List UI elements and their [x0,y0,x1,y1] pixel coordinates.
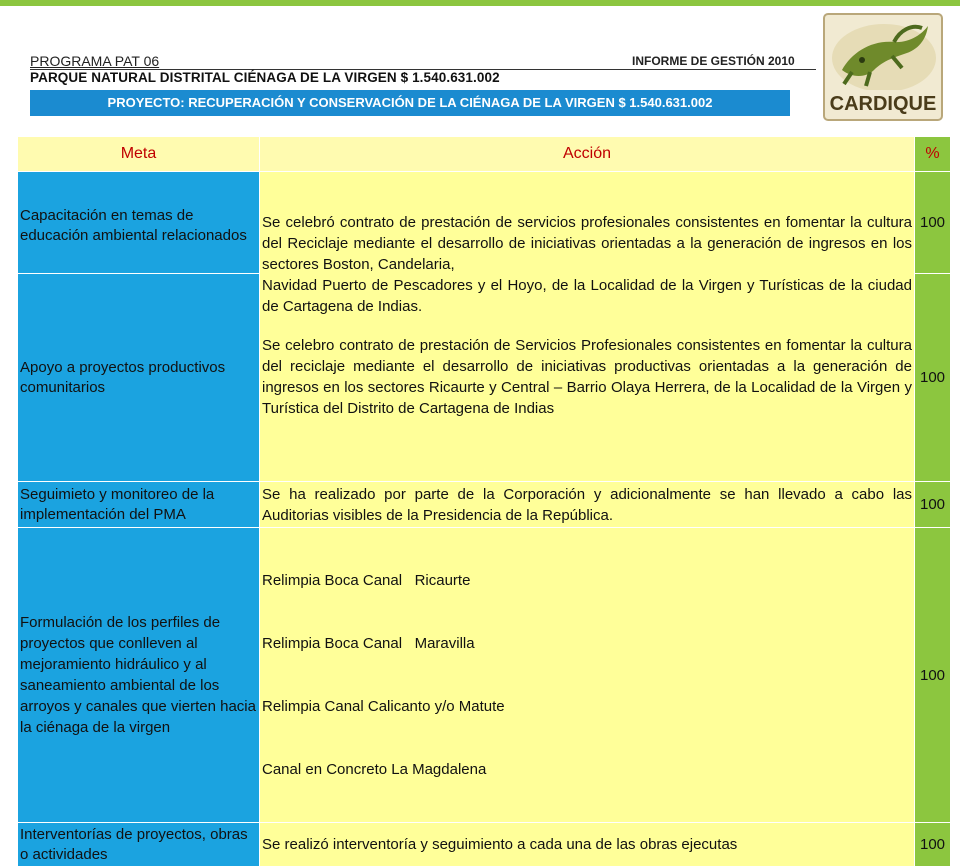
accion-cell [260,482,915,528]
accion-text: Se realizó interventoría y seguimiento a cada una de las obras ejecutas [262,836,738,853]
meta-cell: Seguimieto y monitoreo de la implementación del PMA [18,482,260,528]
accion-text: Se celebro contrato de prestación de Servicios Profesionales consistentes en fomentar la cultura del reciclaje mediante el desarrollo de iniciativas productivas orientadas a la generación de ingresos en los sectores Ricaurte y Central – Barrio Olaya Herrera, de la Localidad de la Virgen y Turística del Distrito de Cartagena de Indias [262,337,912,417]
gestion-table [17,136,951,867]
logo-text: CARDIQUE [829,93,937,115]
table-row [18,172,951,274]
informe-label: INFORME DE GESTIÓN 2010 [632,54,795,68]
accion-text: Relimpia Boca Canal Ricaurte [262,572,471,589]
pct-cell: 100 [915,172,951,274]
cardique-logo [822,12,944,122]
pct-cell: 100 [915,823,951,867]
accion-text: Canal en Concreto La Magdalena [262,761,487,778]
table-header-row [18,137,951,172]
col-pct-header: % [915,137,951,172]
col-meta-header: Meta [18,137,260,172]
pct-cell: 100 [915,274,951,482]
accion-text: Relimpia Boca Canal Maravilla [262,635,475,652]
accion-text: Navidad Puerto de Pescadores y el Hoyo, de la Localidad de la Virgen y Turísticas de la ciudad de Cartagena de Indias. [262,277,912,315]
programa-label: PROGRAMA PAT 06 [30,53,160,69]
pct-cell: 100 [915,482,951,528]
meta-cell: Interventorías de proyectos, obras o actividades [18,823,260,867]
accion-text: Relimpia Canal Calicanto y/o Matute [262,698,505,715]
accion-cell [260,528,915,823]
top-accent-bar [0,0,960,6]
meta-cell: Capacitación en temas de educación ambiental relacionados [18,172,260,274]
proyecto-banner: PROYECTO: RECUPERACIÓN Y CONSERVACIÓN DE LA CIÉNAGA DE LA VIRGEN $ 1.540.631.002 [30,90,790,116]
accion-cell [260,823,915,867]
pct-cell: 100 [915,528,951,823]
table-row [18,823,951,867]
accion-text: Se ha realizado por parte de la Corporación y adicionalmente se han llevado a cabo las Auditorias visibles de la Presidencia de la República. [262,485,912,524]
meta-cell: Formulación de los perfiles de proyectos que conlleven al mejoramiento hidráulico y al saneamiento ambiental de los arroyos y canales que vierten hacia la ciénaga de la virgen [18,528,260,823]
col-accion-header: Acción [260,137,915,172]
table-row [18,528,951,823]
meta-cell: Apoyo a proyectos productivos comunitarios [18,274,260,482]
accion-text: Se celebró contrato de prestación de servicios profesionales consistentes en fomentar la cultura del Reciclaje mediante el desarrollo de iniciativas orientadas a la generación de ingresos en los sectores Boston, Candelaria, [262,214,912,273]
table-row [18,482,951,528]
parque-title: PARQUE NATURAL DISTRITAL CIÉNAGA DE LA VIRGEN $ 1.540.631.002 [30,70,500,85]
accion-cell [260,172,915,482]
